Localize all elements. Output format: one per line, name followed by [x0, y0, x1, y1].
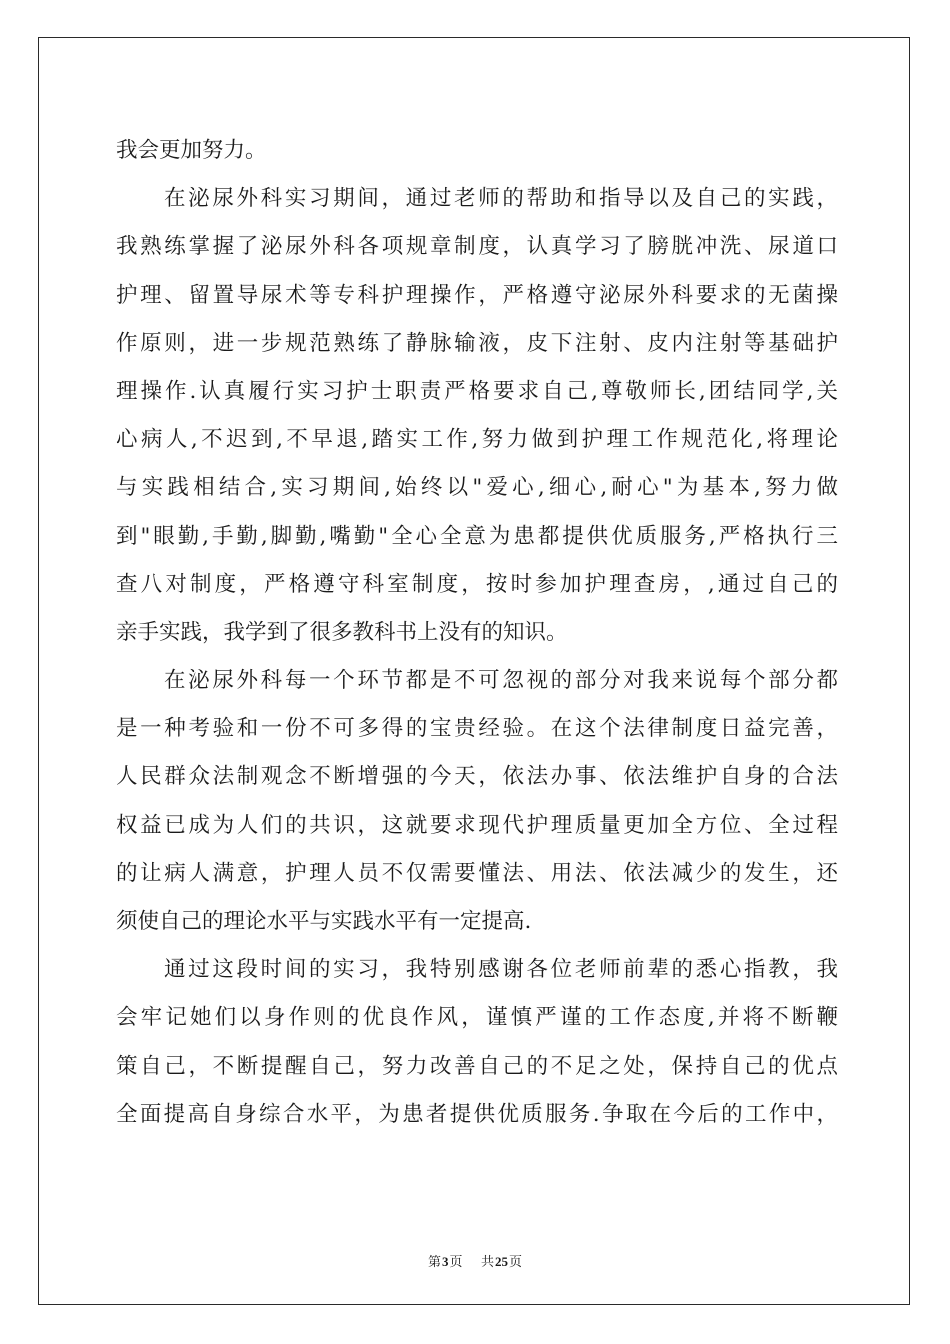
- paragraph-end-line: 须使自己的理论水平与实践水平有一定提高.: [116, 909, 532, 934]
- text-line: 是一种考验和一份不可多得的宝贵经验。在这个法律制度日益完善，: [116, 716, 838, 742]
- text-line: 到"眼勤,手勤,脚勤,嘴勤"全心全意为患都提供优质服务,严格执行三: [116, 523, 838, 549]
- total-pages: 25: [495, 1254, 509, 1269]
- paragraph-end-line: 亲手实践，我学到了很多教科书上没有的知识。: [116, 619, 568, 645]
- paragraph-start-line: 在泌尿外科实习期间，通过老师的帮助和指导以及自己的实践，: [164, 186, 838, 212]
- text-line: 心病人,不迟到,不早退,踏实工作,努力做到护理工作规范化,将理论: [116, 427, 838, 453]
- text-line: 护理、留置导尿术等专科护理操作，严格遵守泌尿外科要求的无菌操: [116, 282, 838, 308]
- total-suffix: 页: [509, 1255, 523, 1270]
- text-line: 与实践相结合,实习期间,始终以"爱心,细心,耐心"为基本,努力做: [116, 475, 838, 501]
- text-line: 我熟练掌握了泌尿外科各项规章制度，认真学习了膀胱冲洗、尿道口: [116, 234, 838, 260]
- paragraph-start-line: 通过这段时间的实习，我特别感谢各位老师前辈的悉心指教，我: [164, 957, 838, 983]
- text-line: 的让病人满意，护理人员不仅需要懂法、用法、依法减少的发生，还: [116, 860, 838, 886]
- text-line: 查八对制度，严格遵守科室制度，按时参加护理查房，,通过自己的: [116, 571, 838, 597]
- text-line: 理操作.认真履行实习护士职责严格要求自己,尊敬师长,团结同学,关: [116, 378, 838, 404]
- page-number: 3: [441, 1254, 449, 1269]
- document-body: [116, 127, 838, 1139]
- page-prefix: 第: [427, 1255, 441, 1270]
- text-line: 会牢记她们以身作则的优良作风，谨慎严谨的工作态度,并将不断鞭: [116, 1005, 838, 1031]
- text-line: 人民群众法制观念不断增强的今天，依法办事、依法维护自身的合法: [116, 764, 838, 790]
- text-line: 全面提高自身综合水平，为患者提供优质服务.争取在今后的工作中，: [116, 1101, 838, 1127]
- text-line: 作原则，进一步规范熟练了静脉输液，皮下注射、皮内注射等基础护: [116, 330, 838, 356]
- page-suffix: 页: [449, 1255, 463, 1270]
- text-line: 权益已成为人们的共识，这就要求现代护理质量更加全方位、全过程: [116, 812, 838, 838]
- total-prefix: 共: [481, 1255, 495, 1270]
- text-line: 策自己，不断提醒自己，努力改善自己的不足之处，保持自己的优点: [116, 1053, 838, 1079]
- paragraph-start-line: 在泌尿外科每一个环节都是不可忽视的部分对我来说每个部分都: [164, 668, 838, 694]
- page-footer: [0, 1251, 950, 1270]
- text-line: 我会更加努力。: [116, 138, 267, 163]
